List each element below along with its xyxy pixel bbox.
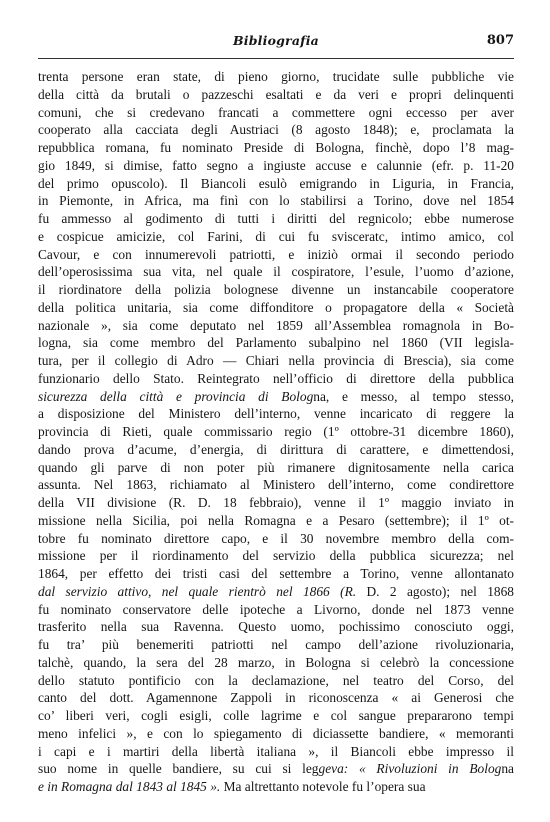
text-line: sicurezza della città e provincia di Bologna, e messo, al tempo stesso, bbox=[38, 388, 514, 404]
text-line: quando gli parve di non poter più rimanere dignitosamente nella carica bbox=[38, 459, 514, 475]
text-line: il riordinatore della polizia bolognese divenne un instancabile cooperatore bbox=[38, 282, 514, 297]
text-line: talchè, quando, la sera del 28 marzo, in Bologna si celebrò la concessione bbox=[38, 654, 514, 670]
text-line: fu ammesso al godimento di tutti i diritti del regnicolo; ebbe numerose bbox=[38, 211, 514, 226]
text-line: dal servizio attivo, nel quale rientrò nel 1866 (R. D. 2 agosto); nel 1868 bbox=[38, 583, 514, 599]
text-line: missione per il riordinamento del servizio della pubblica sicurezza; nel bbox=[38, 548, 514, 564]
text-line: della città da brutali o pazzeschi esaltati e da veri e propri delinquenti bbox=[38, 86, 514, 102]
page-number: 807 bbox=[486, 33, 514, 48]
text-line: 1864, per effetto dei tristi casi del settembre a Torino, venne allontanato bbox=[38, 566, 514, 581]
text-line: dello statuto pontificio con la declamazione, nel teatro del Corso, del bbox=[38, 672, 514, 688]
text-line: e in Romagna dal 1843 al 1845 ». Ma altrettanto notevole fu l’opera sua bbox=[38, 779, 426, 794]
text-line: co’ liberi veri, cogli esigli, colle lagrime e col sangue prepararono tempi bbox=[38, 708, 514, 723]
text-line: tobre fu nominato direttore capo, e il 30 novembre membro della com- bbox=[38, 530, 514, 546]
text-line: trasferito nella sua Ravenna. Questo uomo, pochissimo conosciuto oggi, bbox=[38, 619, 514, 635]
text-line: della VII divisione (R. D. 18 febbraio), venne il 1º maggio inviato in bbox=[38, 495, 514, 510]
text-line: i capi e i martiri della libertà italiana », il Biancoli ebbe impresso il bbox=[38, 743, 514, 759]
text-line: dell’operosissima sua vita, nel quale il cospiratore, l’esule, l’uomo d’azione, bbox=[38, 264, 514, 280]
text-line: in Piemonte, in Africa, ma finì con lo stabilirsi a Torino, dove nel 1854 bbox=[38, 193, 514, 209]
text-line: fu tra’ più benemeriti patriotti nel campo dell’azione rivoluzionaria, bbox=[38, 637, 514, 652]
text-line: dando prova d’acume, d’energia, di dirittura di carattere, e dimettendosi, bbox=[38, 441, 514, 457]
body-text bbox=[38, 68, 514, 796]
text-line: suo nome in quelle bandiere, su cui si leggeva: « Rivoluzioni in Bologna bbox=[38, 761, 514, 777]
text-line: del primo opuscolo). Il Biancoli esulò emigrando in Liguria, in Francia, bbox=[38, 175, 514, 191]
text-line: nazionale », sia come deputato nel 1859 all’Assemblea romagnola in Bo- bbox=[38, 317, 514, 333]
text-line: Cavour, e con innumerevoli patriotti, e iniziò ormai il secondo periodo bbox=[38, 246, 514, 262]
text-line: meno infelici », e con lo spiegamento di diciassette bandiere, « memoranti bbox=[38, 725, 514, 741]
text-line: repubblica romana, fu nominato Preside di Bologna, finchè, dopo l’8 mag- bbox=[38, 140, 514, 155]
text-line: provincia di Rieti, quale commissario regio (1º ottobre-31 dicembre 1860), bbox=[38, 424, 514, 439]
text-line: e cospicue amicizie, col Farini, di cui fu svisceratc, intimo amico, col bbox=[38, 228, 514, 244]
running-title: Bibliografia bbox=[233, 33, 319, 48]
running-header bbox=[38, 33, 514, 53]
text-line: canto del dott. Agamennone Zappoli in riconoscenza « ai Generosi che bbox=[38, 690, 514, 706]
header-rule bbox=[38, 58, 514, 59]
text-line: fu nominato conservatore delle ipoteche a Livorno, donde nel 1873 venne bbox=[38, 601, 514, 617]
text-line: tura, per il collegio di Adro — Chiari nella provincia di Brescia), sia come bbox=[38, 353, 514, 368]
text-line: comuni, che si credevano francati a commettere ogni eccesso per aver bbox=[38, 104, 514, 120]
text-line: trenta persone eran state, di pieno giorno, trucidate sulle pubbliche vie bbox=[38, 69, 514, 84]
text-line: gio 1849, si dimise, fatto segno a ingiuste accuse e calunnie (efr. p. 11-20 bbox=[38, 157, 514, 173]
text-line: a disposizione del Ministero dell’interno, venne incaricato di reggere la bbox=[38, 406, 514, 422]
text-line: funzionario dello Stato. Reintegrato nell’officio di direttore della pubblica bbox=[38, 370, 514, 386]
text-line: assunta. Nel 1863, richiamato al Ministero dell’interno, come condirettore bbox=[38, 477, 514, 493]
text-line: logna, sia come membro del Parlamento subalpino nel 1860 (VII legisla- bbox=[38, 335, 514, 351]
text-line: cooperato alla cacciata degli Austriaci (8 agosto 1848); e, proclamata la bbox=[38, 122, 514, 138]
text-line: missione nella Sicilia, poi nella Romagna e a Pesaro (settembre); il 1º ot- bbox=[38, 512, 514, 528]
text-line: della politica unitaria, sia come diffonditore o propagatore della « Società bbox=[38, 299, 514, 315]
